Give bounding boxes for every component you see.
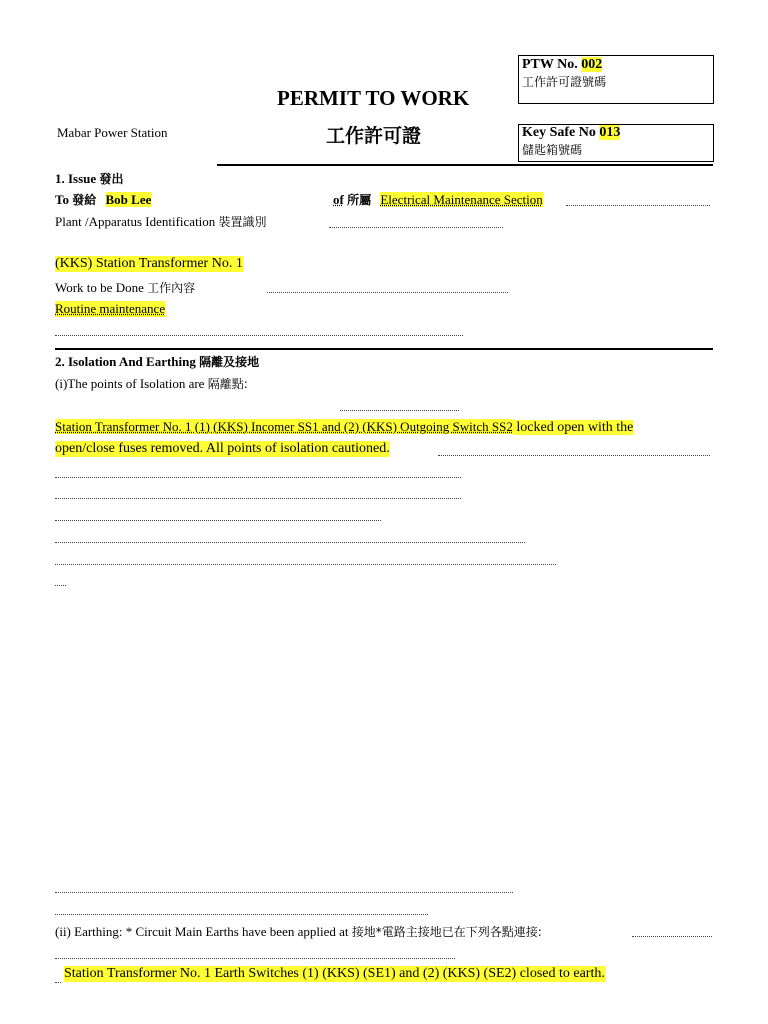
isolation-fill-line-2: [438, 455, 710, 456]
blank-line-8: [55, 914, 428, 915]
earthing-fill-line: [632, 936, 712, 937]
of-label: of: [333, 192, 344, 207]
of-label-cn: 所屬: [347, 193, 372, 207]
isolation-points-line-1: [55, 419, 633, 436]
section-divider: [55, 348, 713, 350]
earthing-lead-line: [55, 982, 61, 983]
blank-line-2: [55, 498, 461, 499]
work-fill-line-2: [55, 335, 463, 336]
plant-fill-line: [329, 227, 503, 228]
to-label-cn: 發給: [72, 193, 97, 207]
to-value: Bob Lee: [105, 192, 152, 207]
work-label: Work to be Done 工作內容: [55, 280, 196, 295]
isolation-points-rest: locked open with the: [512, 420, 634, 435]
earthing-label: (ii) Earthing: * Circuit Main Earths have been applied at 接地*電路主接地已在下列各點連接:: [55, 924, 542, 939]
isolation-points-underlined: Station Transformer No. 1 (1) (KKS) Incomer SS1 and (2) (KKS) Outgoing Switch SS2: [55, 419, 513, 434]
blank-line-9: [55, 958, 455, 959]
issue-of-row: [333, 191, 543, 208]
blank-line-7: [55, 892, 513, 893]
isolation-fill-line: [340, 410, 459, 411]
blank-line-3: [55, 520, 381, 521]
blank-line-5: [55, 564, 556, 565]
key-safe-label: Key Safe No: [522, 125, 596, 140]
key-safe-label-cn: 儲匙箱號碼: [522, 143, 583, 157]
key-safe-box: [518, 124, 714, 162]
section-issue-heading: 1. Issue 發出: [55, 171, 124, 186]
ptw-label: PTW No.: [522, 57, 578, 72]
isolation-points-line-2: open/close fuses removed. All points of isolation cautioned.: [55, 441, 390, 456]
header-divider: [217, 164, 713, 166]
work-value: Routine maintenance: [55, 301, 166, 316]
page-title-cn: 工作許可證: [326, 125, 422, 147]
ptw-number-box: [518, 55, 714, 104]
blank-line-1: [55, 477, 461, 478]
isolation-points-label: (i)The points of Isolation are 隔離點:: [55, 376, 248, 391]
ptw-value: 002: [581, 57, 603, 72]
to-label: To: [55, 192, 69, 207]
key-safe-value: 013: [599, 125, 621, 140]
plant-label: Plant /Apparatus Identification 裝置識別: [55, 214, 267, 229]
of-fill-line: [566, 205, 710, 206]
of-value: Electrical Maintenance Section: [380, 192, 543, 207]
section-isolation-heading: 2. Isolation And Earthing 隔離及接地: [55, 354, 260, 369]
plant-value: (KKS) Station Transformer No. 1: [55, 256, 243, 271]
work-fill-line: [267, 292, 508, 293]
issue-to-row: [55, 191, 151, 208]
blank-line-6: [55, 585, 66, 586]
ptw-label-cn: 工作許可證號碼: [522, 75, 607, 89]
station-name: Mabar Power Station: [57, 125, 168, 140]
earthing-value: Station Transformer No. 1 Earth Switches (1) (KKS) (SE1) and (2) (KKS) (SE2) closed to earth.: [64, 966, 605, 981]
blank-line-4: [55, 542, 525, 543]
page-title: PERMIT TO WORK: [277, 86, 470, 110]
